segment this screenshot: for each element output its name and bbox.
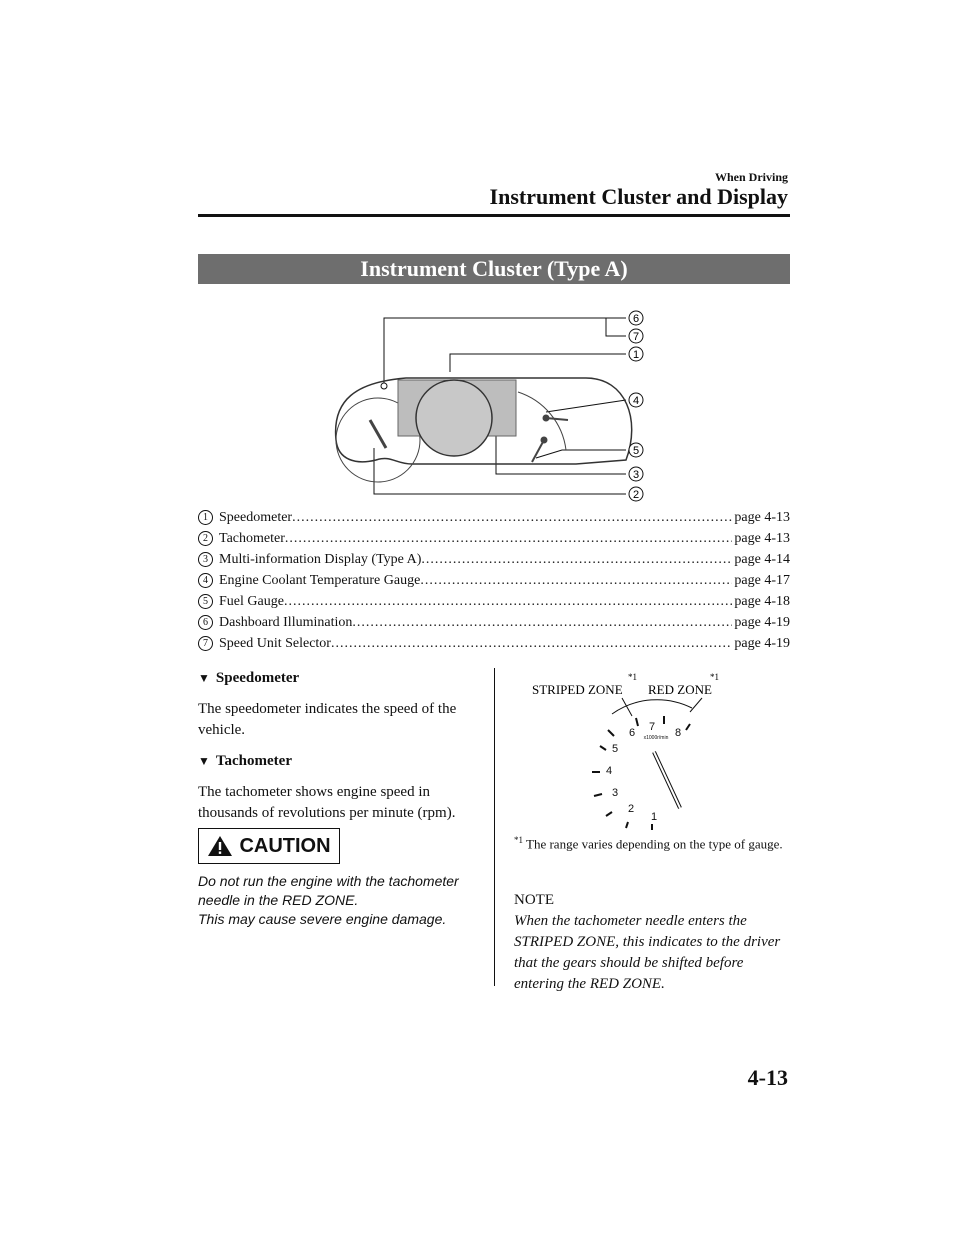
tachometer-zone-figure: [514, 672, 790, 832]
scale-number: 7: [648, 721, 656, 733]
note-body: When the tachometer needle enters the STRIPED ZONE, this indicates to the driver that the gears should be shifted before entering the RED ZONE.: [514, 913, 781, 992]
callout-6: 6: [632, 313, 640, 325]
callout-2: 2: [632, 489, 640, 501]
scale-number: 6: [628, 727, 636, 739]
callout-1: 1: [632, 349, 640, 361]
speedometer-heading: ▼ Speedometer: [198, 670, 300, 686]
toc-row: [198, 552, 790, 573]
footnote-mark: *1: [710, 672, 719, 682]
toc-number: 7: [198, 636, 213, 651]
toc-page: page 4-14: [734, 552, 790, 567]
toc-row: [198, 510, 790, 531]
toc-page: page 4-13: [734, 531, 790, 546]
toc-number: 5: [198, 594, 213, 609]
toc-number: 6: [198, 615, 213, 630]
scale-number: 5: [611, 743, 619, 755]
dashboard-illumination-knob: [381, 383, 387, 389]
chapter-title: Instrument Cluster and Display: [489, 184, 788, 209]
tachometer-heading: ▼ Tachometer: [198, 753, 292, 769]
toc-label: Fuel Gauge: [219, 594, 284, 609]
coolant-fuel-gauge: [518, 392, 568, 462]
callout-3: 3: [632, 469, 640, 481]
toc-label: Dashboard Illumination: [219, 615, 353, 630]
header-rule: [198, 214, 790, 217]
leader-1: [450, 354, 626, 372]
section-header: When Driving: [714, 170, 788, 184]
triangle-down-icon: ▼: [198, 754, 210, 768]
tachometer-dial: [416, 380, 492, 456]
scale-number: 4: [605, 765, 613, 777]
footnote: [514, 832, 790, 852]
scale-number: 8: [674, 727, 682, 739]
speedometer-text: The speedometer indicates the speed of the vehicle.: [198, 701, 457, 738]
leader-6-7: [384, 318, 626, 384]
toc-number: 2: [198, 531, 213, 546]
speedometer-needle: [370, 420, 386, 448]
toc-number: 4: [198, 573, 213, 588]
note: [514, 890, 790, 995]
leader-5: [536, 450, 626, 458]
page-number: 4-13: [747, 1065, 788, 1090]
caution-label: CAUTION: [239, 834, 331, 857]
toc-page: page 4-19: [734, 615, 790, 630]
toc-page: page 4-18: [734, 594, 790, 609]
toc-row: [198, 636, 790, 657]
footnote-text: The range varies depending on the type of gauge.: [526, 836, 783, 852]
caution-label-box: [198, 828, 340, 864]
scale-number: 2: [627, 803, 635, 815]
scale-number: 3: [611, 787, 619, 799]
toc-label: Tachometer: [219, 531, 285, 546]
tachometer-text: The tachometer shows engine speed in thousands of revolutions per minute (rpm).: [198, 784, 456, 821]
callout-4: 4: [632, 395, 640, 407]
toc-label: Speedometer: [219, 510, 293, 525]
caution-line-2: This may cause severe engine damage.: [198, 911, 447, 927]
triangle-down-icon: ▼: [198, 671, 210, 685]
footnote-mark: *1: [514, 835, 523, 845]
warning-icon: [207, 835, 233, 857]
caution-line-1: Do not run the engine with the tachometer needle in the RED ZONE.: [198, 873, 459, 908]
toc-page: page 4-13: [734, 510, 790, 525]
toc-row: [198, 573, 790, 594]
left-column: [198, 668, 478, 834]
scale-number: 1: [650, 811, 658, 823]
leader-2: [374, 448, 626, 494]
component-index: [198, 510, 790, 657]
column-divider: [494, 668, 495, 986]
caution-body: [198, 872, 488, 929]
toc-number: 3: [198, 552, 213, 567]
toc-label: Engine Coolant Temperature Gauge: [219, 573, 421, 588]
red-zone-label: RED ZONE: [648, 682, 712, 697]
toc-row: [198, 531, 790, 552]
callout-7: 7: [632, 331, 640, 343]
instrument-cluster-diagram: [296, 300, 686, 510]
toc-page: page 4-19: [734, 636, 790, 651]
footnote-mark: *1: [628, 672, 637, 682]
unit-label: x1000r/min: [643, 735, 669, 741]
leader-4: [546, 400, 626, 412]
toc-row: [198, 594, 790, 615]
section-banner: Instrument Cluster (Type A): [198, 254, 790, 284]
toc-page: page 4-17: [734, 573, 790, 588]
toc-number: 1: [198, 510, 213, 525]
toc-row: [198, 615, 790, 636]
toc-label: Speed Unit Selector: [219, 636, 331, 651]
note-title: NOTE: [514, 892, 554, 908]
callout-5: 5: [632, 445, 640, 457]
toc-label: Multi-information Display (Type A): [219, 552, 422, 567]
striped-zone-label: STRIPED ZONE: [532, 682, 623, 697]
